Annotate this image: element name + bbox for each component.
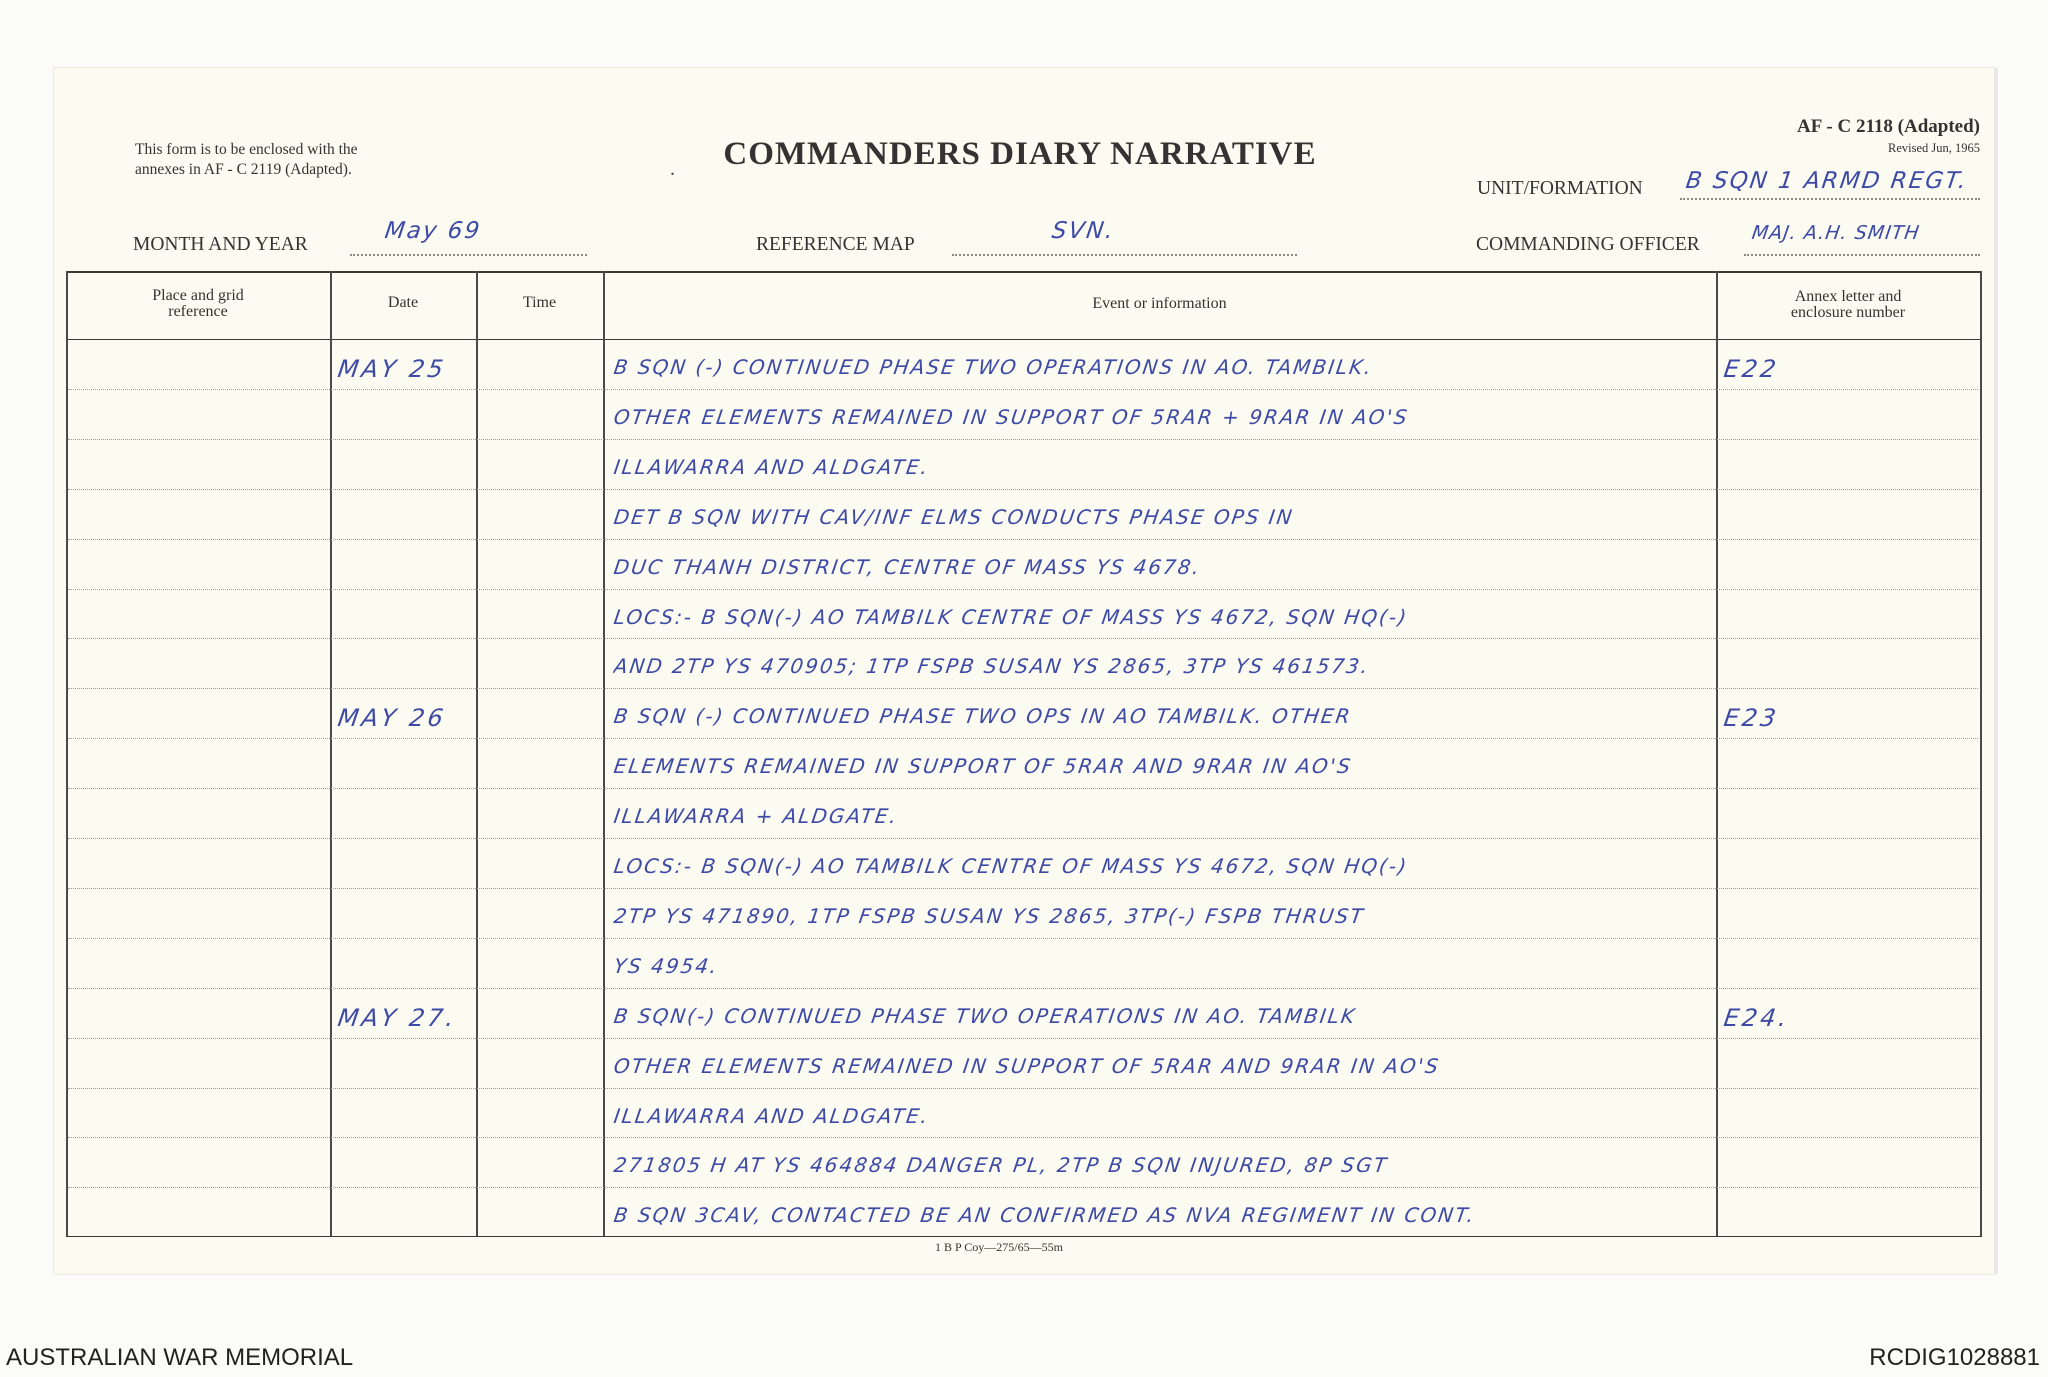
entry-event: B SQN (-) CONTINUED PHASE TWO OPERATIONS IN AO. TAMBILK. xyxy=(612,355,1375,379)
column-divider-event xyxy=(1716,271,1718,1236)
ruled-line xyxy=(68,589,1978,590)
table-header-border xyxy=(66,339,1982,340)
header-annex-line-1: Annex letter and xyxy=(1794,288,1902,305)
archive-caption-left: AUSTRALIAN WAR MEMORIAL xyxy=(6,1344,354,1371)
table-right-border xyxy=(1980,271,1982,1236)
ruled-line xyxy=(68,838,1978,839)
unit-value: B SQN 1 ARMD REGT. xyxy=(1684,168,1970,194)
ruled-line xyxy=(68,1088,1978,1089)
ruled-line xyxy=(68,1137,1978,1138)
entry-event: DET B SQN WITH CAV/INF ELMS CONDUCTS PHASE OPS IN xyxy=(612,505,1296,529)
entry-event: OTHER ELEMENTS REMAINED IN SUPPORT OF 5RAR + 9RAR IN AO'S xyxy=(612,405,1411,429)
entry-annex: E22 xyxy=(1722,355,1781,383)
archive-caption-right: RCDIG1028881 xyxy=(1869,1344,2040,1371)
commanding-officer-label: COMMANDING OFFICER xyxy=(1476,234,1700,255)
entry-date: MAY 27. xyxy=(336,1004,459,1032)
printer-imprint: 1 B P Coy—275/65—55m xyxy=(935,1240,1063,1254)
ruled-line xyxy=(68,638,1978,639)
header-place-line-2: reference xyxy=(168,303,228,320)
entry-event: ELEMENTS REMAINED IN SUPPORT OF 5RAR AND 9RAR IN AO'S xyxy=(612,754,1354,778)
entry-event: B SQN(-) CONTINUED PHASE TWO OPERATIONS IN AO. TAMBILK xyxy=(612,1004,1358,1028)
entry-event: OTHER ELEMENTS REMAINED IN SUPPORT OF 5RAR AND 9RAR IN AO'S xyxy=(612,1054,1442,1078)
entry-date: MAY 25 xyxy=(336,355,448,383)
header-annex xyxy=(1716,289,1980,321)
reference-map-field-line xyxy=(952,254,1297,256)
title-dot: . xyxy=(670,158,675,180)
form-instruction-line-1: This form is to be enclosed with the xyxy=(135,141,358,158)
header-date: Date xyxy=(387,294,419,311)
reference-map-label: REFERENCE MAP xyxy=(756,234,915,255)
ruled-line xyxy=(68,888,1978,889)
commanding-officer-field-line xyxy=(1744,254,1980,256)
reference-map-value: SVN. xyxy=(1050,218,1117,244)
table-top-border xyxy=(66,271,1982,273)
unit-field-line xyxy=(1680,198,1980,200)
ruled-line xyxy=(68,389,1978,390)
ruled-line xyxy=(68,489,1978,490)
table-bottom-border xyxy=(66,1236,1982,1237)
entry-event: DUC THANH DISTRICT, CENTRE OF MASS YS 4678. xyxy=(612,555,1203,579)
entry-event: ILLAWARRA AND ALDGATE. xyxy=(612,1104,932,1128)
entry-event: LOCS:- B SQN(-) AO TAMBILK CENTRE OF MASS YS 4672, SQN HQ(-) xyxy=(612,605,1410,629)
entry-event: 271805 H AT YS 464884 DANGER PL, 2TP B SQN INJURED, 8P SGT xyxy=(612,1153,1390,1177)
sheet-edge xyxy=(1994,68,1998,1274)
ruled-line xyxy=(68,688,1978,689)
form-instruction-line-2: annexes in AF - C 2119 (Adapted). xyxy=(135,161,352,178)
header-place-line-1: Place and grid xyxy=(152,287,244,304)
commanding-officer-value: MAJ. A.H. SMITH xyxy=(1750,222,1922,244)
ruled-line xyxy=(68,938,1978,939)
ruled-line xyxy=(68,788,1978,789)
entry-event: AND 2TP YS 470905; 1TP FSPB SUSAN YS 2865, 3TP YS 461573. xyxy=(612,654,1372,678)
entry-event: ILLAWARRA AND ALDGATE. xyxy=(612,455,932,479)
header-time: Time xyxy=(522,294,557,311)
month-year-label: MONTH AND YEAR xyxy=(133,234,308,255)
revised-date: Revised Jun, 1965 xyxy=(1887,141,1980,155)
ruled-line xyxy=(68,988,1978,989)
entry-event: B SQN (-) CONTINUED PHASE TWO OPS IN AO TAMBILK. OTHER xyxy=(612,704,1354,728)
column-divider-time xyxy=(603,271,605,1236)
column-divider-date xyxy=(476,271,478,1236)
entry-date: MAY 26 xyxy=(336,704,448,732)
ruled-line xyxy=(68,439,1978,440)
entry-annex: E24. xyxy=(1722,1004,1792,1032)
table-left-border xyxy=(66,271,68,1236)
header-place xyxy=(66,288,330,320)
ruled-line xyxy=(68,1038,1978,1039)
month-year-value: May 69 xyxy=(383,218,483,244)
header-annex-line-2: enclosure number xyxy=(1790,304,1906,321)
form-number: AF - C 2118 (Adapted) xyxy=(1797,116,1980,137)
month-year-field-line xyxy=(350,254,587,256)
ruled-line xyxy=(68,539,1978,540)
entry-event: ILLAWARRA + ALDGATE. xyxy=(612,804,900,828)
entry-event: B SQN 3CAV, CONTACTED BE AN CONFIRMED AS NVA REGIMENT IN CONT. xyxy=(612,1203,1478,1227)
entry-event: YS 4954. xyxy=(612,954,721,978)
header-event: Event or information xyxy=(1092,295,1227,312)
form-title: COMMANDERS DIARY NARRATIVE xyxy=(723,136,1317,172)
entry-event: LOCS:- B SQN(-) AO TAMBILK CENTRE OF MASS YS 4672, SQN HQ(-) xyxy=(612,854,1410,878)
column-divider-place xyxy=(330,271,332,1236)
entry-event: 2TP YS 471890, 1TP FSPB SUSAN YS 2865, 3TP(-) FSPB THRUST xyxy=(612,904,1367,928)
unit-label: UNIT/FORMATION xyxy=(1477,178,1643,199)
entry-annex: E23 xyxy=(1722,704,1781,732)
ruled-line xyxy=(68,1187,1978,1188)
ruled-line xyxy=(68,738,1978,739)
